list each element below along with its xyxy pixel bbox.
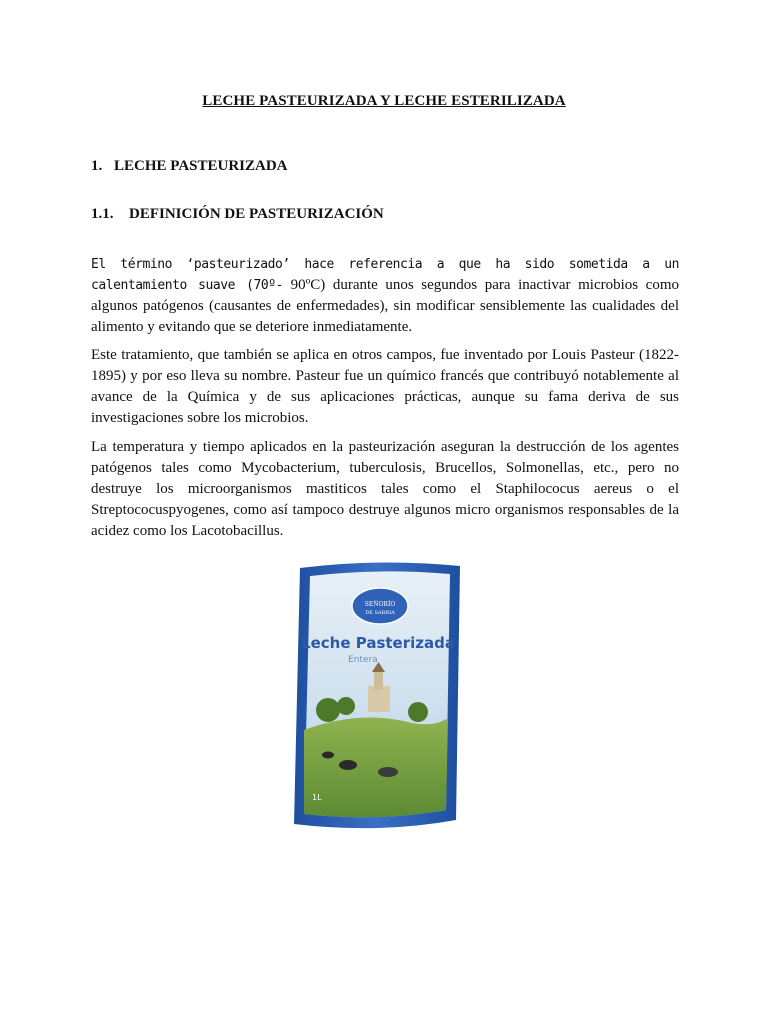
paragraph-definition-first-line: El término ‘pasteurizado’ hace referencia a que ha sido sometida a un calentamiento suave (70º- — [91, 257, 679, 293]
paragraph-definition — [91, 254, 679, 338]
cow-shape — [378, 767, 398, 777]
brand-line-2: DE SARRIA — [365, 610, 395, 616]
subsection-label: DEFINICIÓN DE PASTEURIZACIÓN — [129, 206, 384, 222]
cow-shape — [322, 752, 334, 759]
tree-shape — [316, 698, 340, 722]
paragraph-definition-rest: 90ºC) durante unos segundos para inactivar microbios como algunos patógenos (causantes de enfermedades), sin modificar sensiblemente las cualidades del alimento y evitando que se deteriore inmediatamente. — [91, 277, 680, 335]
product-name: Leche Pasterizada — [301, 634, 455, 652]
product-volume: 1L — [312, 793, 322, 802]
tree-shape — [408, 702, 428, 722]
document-title: LECHE PASTEURIZADA Y LECHE ESTERILIZADA — [202, 93, 566, 109]
product-variant: Entera — [348, 655, 378, 665]
cow-shape — [339, 760, 357, 770]
tree-shape — [337, 697, 355, 715]
section-heading — [91, 158, 288, 175]
section-label: LECHE PASTEURIZADA — [114, 158, 288, 174]
paragraph-effects: La temperatura y tiempo aplicados en la pasteurización aseguran la destrucción de los agentes patógenos tales como Mycobacterium, tuberculosis, Brucellos, Solmonellas, etc., pero no destruye los microorganismos mastiticos tales como el Staphilococus aereus o el Streptococuspyogenes, como así tampoco destruye algunos micro organismos responsables de la acidez como los Lacotobacillus. — [91, 439, 679, 539]
bag-meadow — [304, 718, 448, 818]
paragraph-history: Este tratamiento, que también se aplica en otros campos, fue inventado por Louis Pasteur (1822-1895) y por eso lleva su nombre. Pasteur fue un químico francés que contribuyó notablemente al avance de la Química y de sus aplicaciones prácticas, aunque su fama deriva de sus investigaciones sobre los microbios. — [91, 347, 679, 426]
church-tower — [374, 672, 383, 690]
section-number: 1. — [91, 158, 103, 174]
subsection-number: 1.1. — [91, 206, 114, 222]
brand-line-1: SEÑORÍO — [364, 601, 396, 608]
milk-bag-image — [288, 560, 468, 838]
subsection-heading — [91, 206, 384, 223]
